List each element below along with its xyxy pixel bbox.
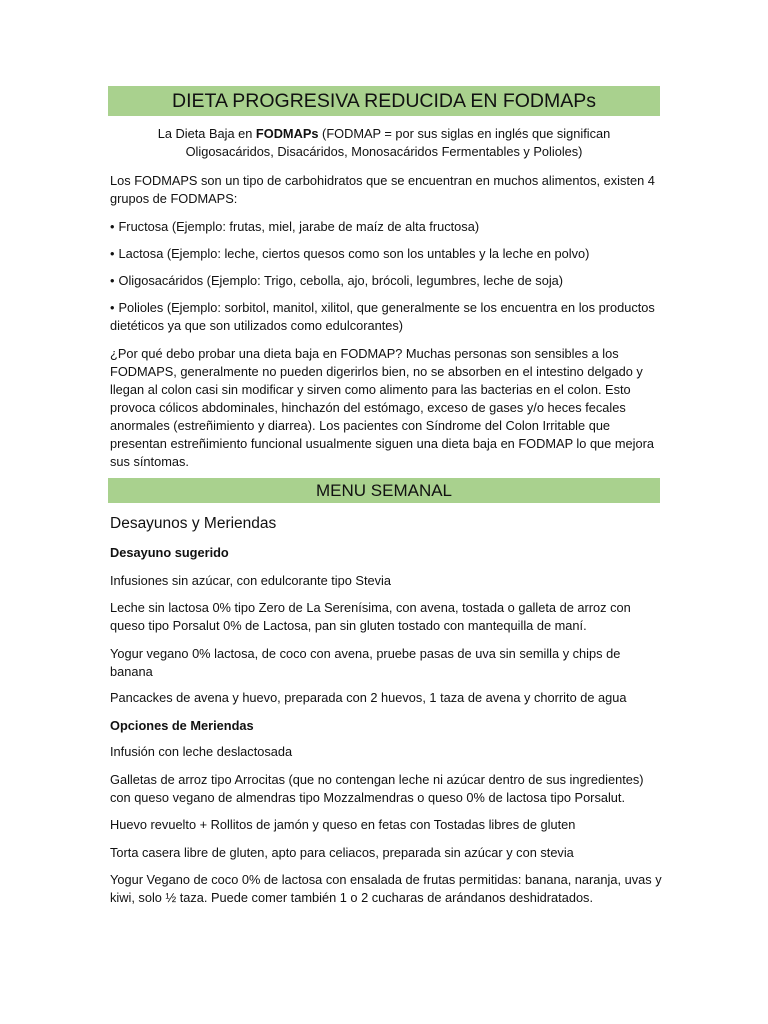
bullet-icon: • <box>110 219 115 234</box>
bullet-text: Fructosa (Ejemplo: frutas, miel, jarabe de maíz de alta fructosa) <box>118 219 480 234</box>
snack-item: Yogur Vegano de coco 0% de lactosa con ensalada de frutas permitidas: banana, naranja, uvas y kiwi, solo ½ taza. Puede comer también 1 o 2 cucharas de arándanos deshidratados. <box>110 872 662 905</box>
bullet-item <box>110 245 662 263</box>
page-title: DIETA PROGRESIVA REDUCIDA EN FODMAPs <box>108 86 660 116</box>
intro-line2: Oligosacáridos, Disacáridos, Monosacáridos Fermentables y Polioles) <box>185 144 583 159</box>
bullet-icon: • <box>110 273 115 288</box>
section-heading: Desayunos y Meriendas <box>110 515 277 532</box>
snack-item: Huevo revuelto + Rollitos de jamón y queso en fetas con Tostadas libres de gluten <box>110 817 576 832</box>
breakfast-heading: Desayuno sugerido <box>110 545 229 560</box>
intro-paragraph <box>108 125 660 161</box>
menu-title: MENU SEMANAL <box>108 478 660 503</box>
intro-prefix: La Dieta Baja en <box>157 126 256 141</box>
bullet-item <box>110 272 662 290</box>
breakfast-item: Pancackes de avena y huevo, preparada con 2 huevos, 1 taza de avena y chorrito de agua <box>110 690 627 705</box>
snack-item: Galletas de arroz tipo Arrocitas (que no contengan leche ni azúcar dentro de sus ingredientes) con queso vegano de almendras tipo Mozzalmendras o queso 0% de lactosa tipo Porsalut. <box>110 772 644 805</box>
snack-item: Infusión con leche deslactosada <box>110 744 293 759</box>
bullet-text: Lactosa (Ejemplo: leche, ciertos quesos como son los untables y la leche en polvo) <box>118 246 590 261</box>
bullet-text: Oligosacáridos (Ejemplo: Trigo, cebolla, ajo, brócoli, legumbres, leche de soja) <box>118 273 564 288</box>
why-paragraph: ¿Por qué debo probar una dieta baja en FODMAP? Muchas personas son sensibles a los FODMAPS, generalmente no pueden digerirlos bien, no se absorben en el intestino delgado y llegan al colon casi sin modificar y sirven como alimento para las bacterias en el colon. Esto provoca cólicos abdominales, hinchazón del estómago, exceso de gases y/o heces fecales anormales (estreñimiento y diarrea). Los pacientes con Síndrome del Colon Irritable que presentan estreñimiento funcional usualmente siguen una dieta baja en FODMAP lo que mejora sus síntomas. <box>110 346 654 469</box>
intro-line1-rest: (FODMAP = por sus siglas en inglés que significan <box>318 126 611 141</box>
intro-bold-term: FODMAPs <box>255 126 319 141</box>
bullet-text: Polioles (Ejemplo: sorbitol, manitol, xilitol, que generalmente se los encuentra en los productos dietéticos ya que son utilizados como edulcorantes) <box>110 300 655 333</box>
snack-heading: Opciones de Meriendas <box>110 718 254 733</box>
fodmaps-intro: Los FODMAPS son un tipo de carbohidratos que se encuentran en muchos alimentos, existen 4 grupos de FODMAPS: <box>110 173 655 206</box>
bullet-item <box>110 299 662 335</box>
bullet-item <box>110 218 662 236</box>
snack-item: Torta casera libre de gluten, apto para celiacos, preparada sin azúcar y con stevia <box>110 845 574 860</box>
breakfast-item: Infusiones sin azúcar, con edulcorante tipo Stevia <box>110 573 391 588</box>
breakfast-item: Leche sin lactosa 0% tipo Zero de La Serenísima, con avena, tostada o galleta de arroz con queso tipo Porsalut 0% de Lactosa, pan sin gluten tostado con mantequilla de maní. <box>110 600 631 633</box>
bullet-icon: • <box>110 246 115 261</box>
breakfast-item: Yogur vegano 0% lactosa, de coco con avena, pruebe pasas de uva sin semilla y chips de banana <box>110 646 621 679</box>
bullet-icon: • <box>110 300 115 315</box>
